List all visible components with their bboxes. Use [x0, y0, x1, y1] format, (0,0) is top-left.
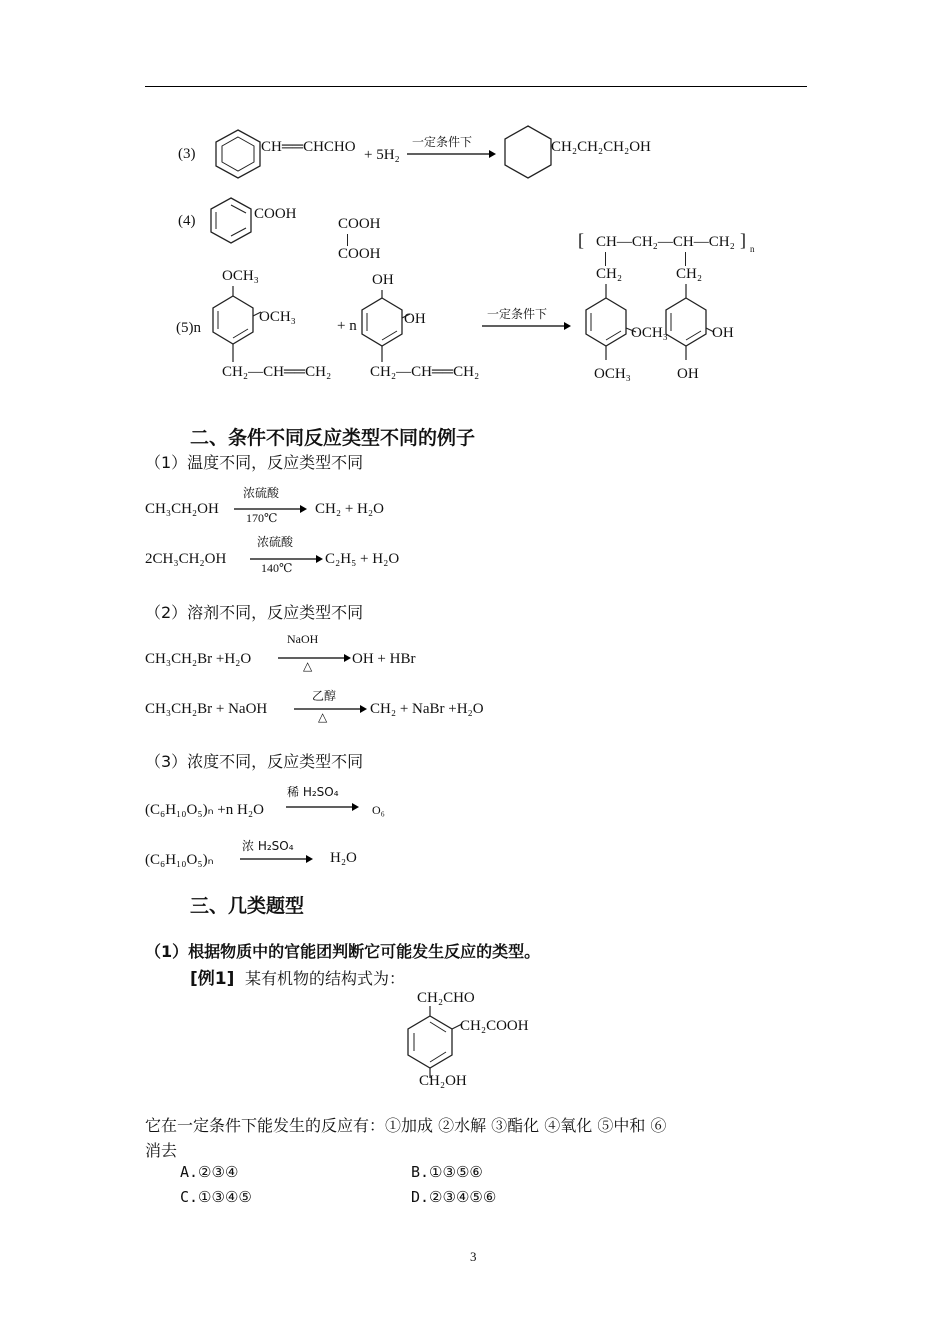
section3-title: 三、几类题型 [190, 895, 305, 917]
r5-och3-side: OCH₃ [259, 309, 296, 325]
r3-product: CH₂CH₂CH₂OH [551, 139, 651, 155]
e2-top: 浓硫酸 [257, 535, 294, 549]
r5-poly-chain: CH—CH₂—CH—CH₂ [596, 234, 735, 250]
poly-bond-left [605, 252, 606, 266]
e2-bottom: 140℃ [261, 561, 293, 575]
e1-left: CH₃CH₂OH [145, 501, 219, 517]
poly-bracket-right: ] [740, 230, 746, 250]
benzene-ring-r5-left [205, 286, 265, 366]
r5-chain-right: CH₂—CH══CH₂ [370, 364, 480, 380]
r5-poly-oh-bottom: OH [677, 366, 699, 382]
r4-group: COOH [254, 206, 297, 222]
oxalic-bottom: COOH [338, 246, 381, 262]
r3-left: CH══CHCHO [261, 139, 356, 155]
e3-arrow [276, 652, 352, 664]
option-a[interactable]: A.②③④ [180, 1163, 239, 1181]
r5-cond: 一定条件下 [487, 307, 548, 321]
section2-sub3: （3）浓度不同，反应类型不同 [145, 752, 364, 771]
e4-left: CH₃CH₂Br + NaOH [145, 701, 268, 717]
r5-poly-och3-mid: OCH₃ [631, 325, 668, 341]
struct-top: CH₂CHO [417, 990, 475, 1006]
e4-bottom: △ [318, 710, 328, 724]
r3-plus: + 5H₂ [364, 147, 400, 163]
section2-title: 二、条件不同反应类型不同的例子 [190, 427, 476, 449]
stem-line-1: 它在一定条件下能发生的反应有：①加成 ②水解 ③酯化 ④氧化 ⑤中和 ⑥ [145, 1116, 667, 1135]
section2-sub2: （2）溶剂不同，反应类型不同 [145, 603, 364, 622]
r5-label: (5)n [176, 320, 201, 336]
r5-arrow [480, 319, 572, 333]
benzene-ring-r3 [208, 126, 268, 184]
option-c[interactable]: C.①③④⑤ [180, 1188, 252, 1206]
e4-top: 乙醇 [312, 689, 337, 703]
r5-poly-oh-right: OH [712, 325, 734, 341]
r5-poly-och3-bottom: OCH₃ [594, 366, 631, 382]
e6-arrow [238, 853, 314, 865]
benzene-ring-poly-right [660, 284, 720, 368]
e6-top: 浓 H₂SO₄ [242, 839, 294, 853]
e5-left: (C₆H₁₀O₅)ₙ +n H₂O [145, 802, 264, 818]
stem-line-2: 消去 [145, 1141, 178, 1160]
r5-plus-n: + n [337, 318, 357, 334]
struct-side: CH₂COOH [460, 1018, 529, 1034]
poly-bond-right [685, 252, 686, 266]
e6-left: (C₆H₁₀O₅)ₙ [145, 852, 214, 868]
r3-arrow [405, 147, 497, 161]
e3-top: NaOH [287, 632, 319, 646]
e3-right: OH + HBr [352, 651, 416, 667]
e5-right: O₆ [372, 803, 385, 817]
e2-right: C₂H₅ + H₂O [325, 551, 400, 567]
header-rule [145, 86, 807, 87]
e6-right: H₂O [330, 850, 357, 866]
r3-cond: 一定条件下 [412, 135, 473, 149]
e1-right: CH₂ + H₂O [315, 501, 384, 517]
example-tag: [例1] [190, 969, 235, 989]
e5-arrow [284, 801, 360, 813]
e3-bottom: △ [303, 659, 313, 673]
r5-oh-side: OH [404, 311, 426, 327]
r5-poly-ch2-left: CH₂ [596, 266, 623, 282]
benzene-ring-r5-right [354, 290, 414, 366]
question-1: （1）根据物质中的官能团判断它可能发生反应的类型。 [145, 942, 541, 961]
oxalic-top: COOH [338, 216, 381, 232]
e1-bottom: 170℃ [246, 511, 278, 525]
e2-left: 2CH₃CH₂OH [145, 551, 227, 567]
option-d[interactable]: D.②③④⑤⑥ [411, 1188, 497, 1206]
e1-top: 浓硫酸 [243, 486, 280, 500]
poly-bracket-left: [ [578, 230, 584, 250]
r5-poly-ch2-right: CH₂ [676, 266, 703, 282]
r5-chain-left: CH₂—CH══CH₂ [222, 364, 332, 380]
r5-oh-top: OH [372, 272, 394, 288]
e3-left: CH₃CH₂Br +H₂O [145, 651, 252, 667]
oxalic-bond [347, 234, 348, 246]
r5-och3-top: OCH₃ [222, 268, 259, 284]
example-text: 某有机物的结构式为： [245, 969, 406, 988]
benzene-ring-r4 [203, 194, 259, 248]
page-number: 3 [470, 1249, 477, 1264]
r5-poly-n: n [750, 244, 755, 254]
r4-label: (4) [178, 213, 196, 229]
e5-top: 稀 H₂SO₄ [287, 785, 339, 799]
option-b[interactable]: B.①③⑤⑥ [411, 1163, 483, 1181]
e4-arrow [292, 703, 368, 715]
r3-label: (3) [178, 146, 196, 162]
section2-sub1: （1）温度不同，反应类型不同 [145, 453, 364, 472]
cyclohexane-ring [498, 122, 558, 184]
struct-bottom: CH₂OH [419, 1073, 467, 1089]
e4-right: CH₂ + NaBr +H₂O [370, 701, 484, 717]
